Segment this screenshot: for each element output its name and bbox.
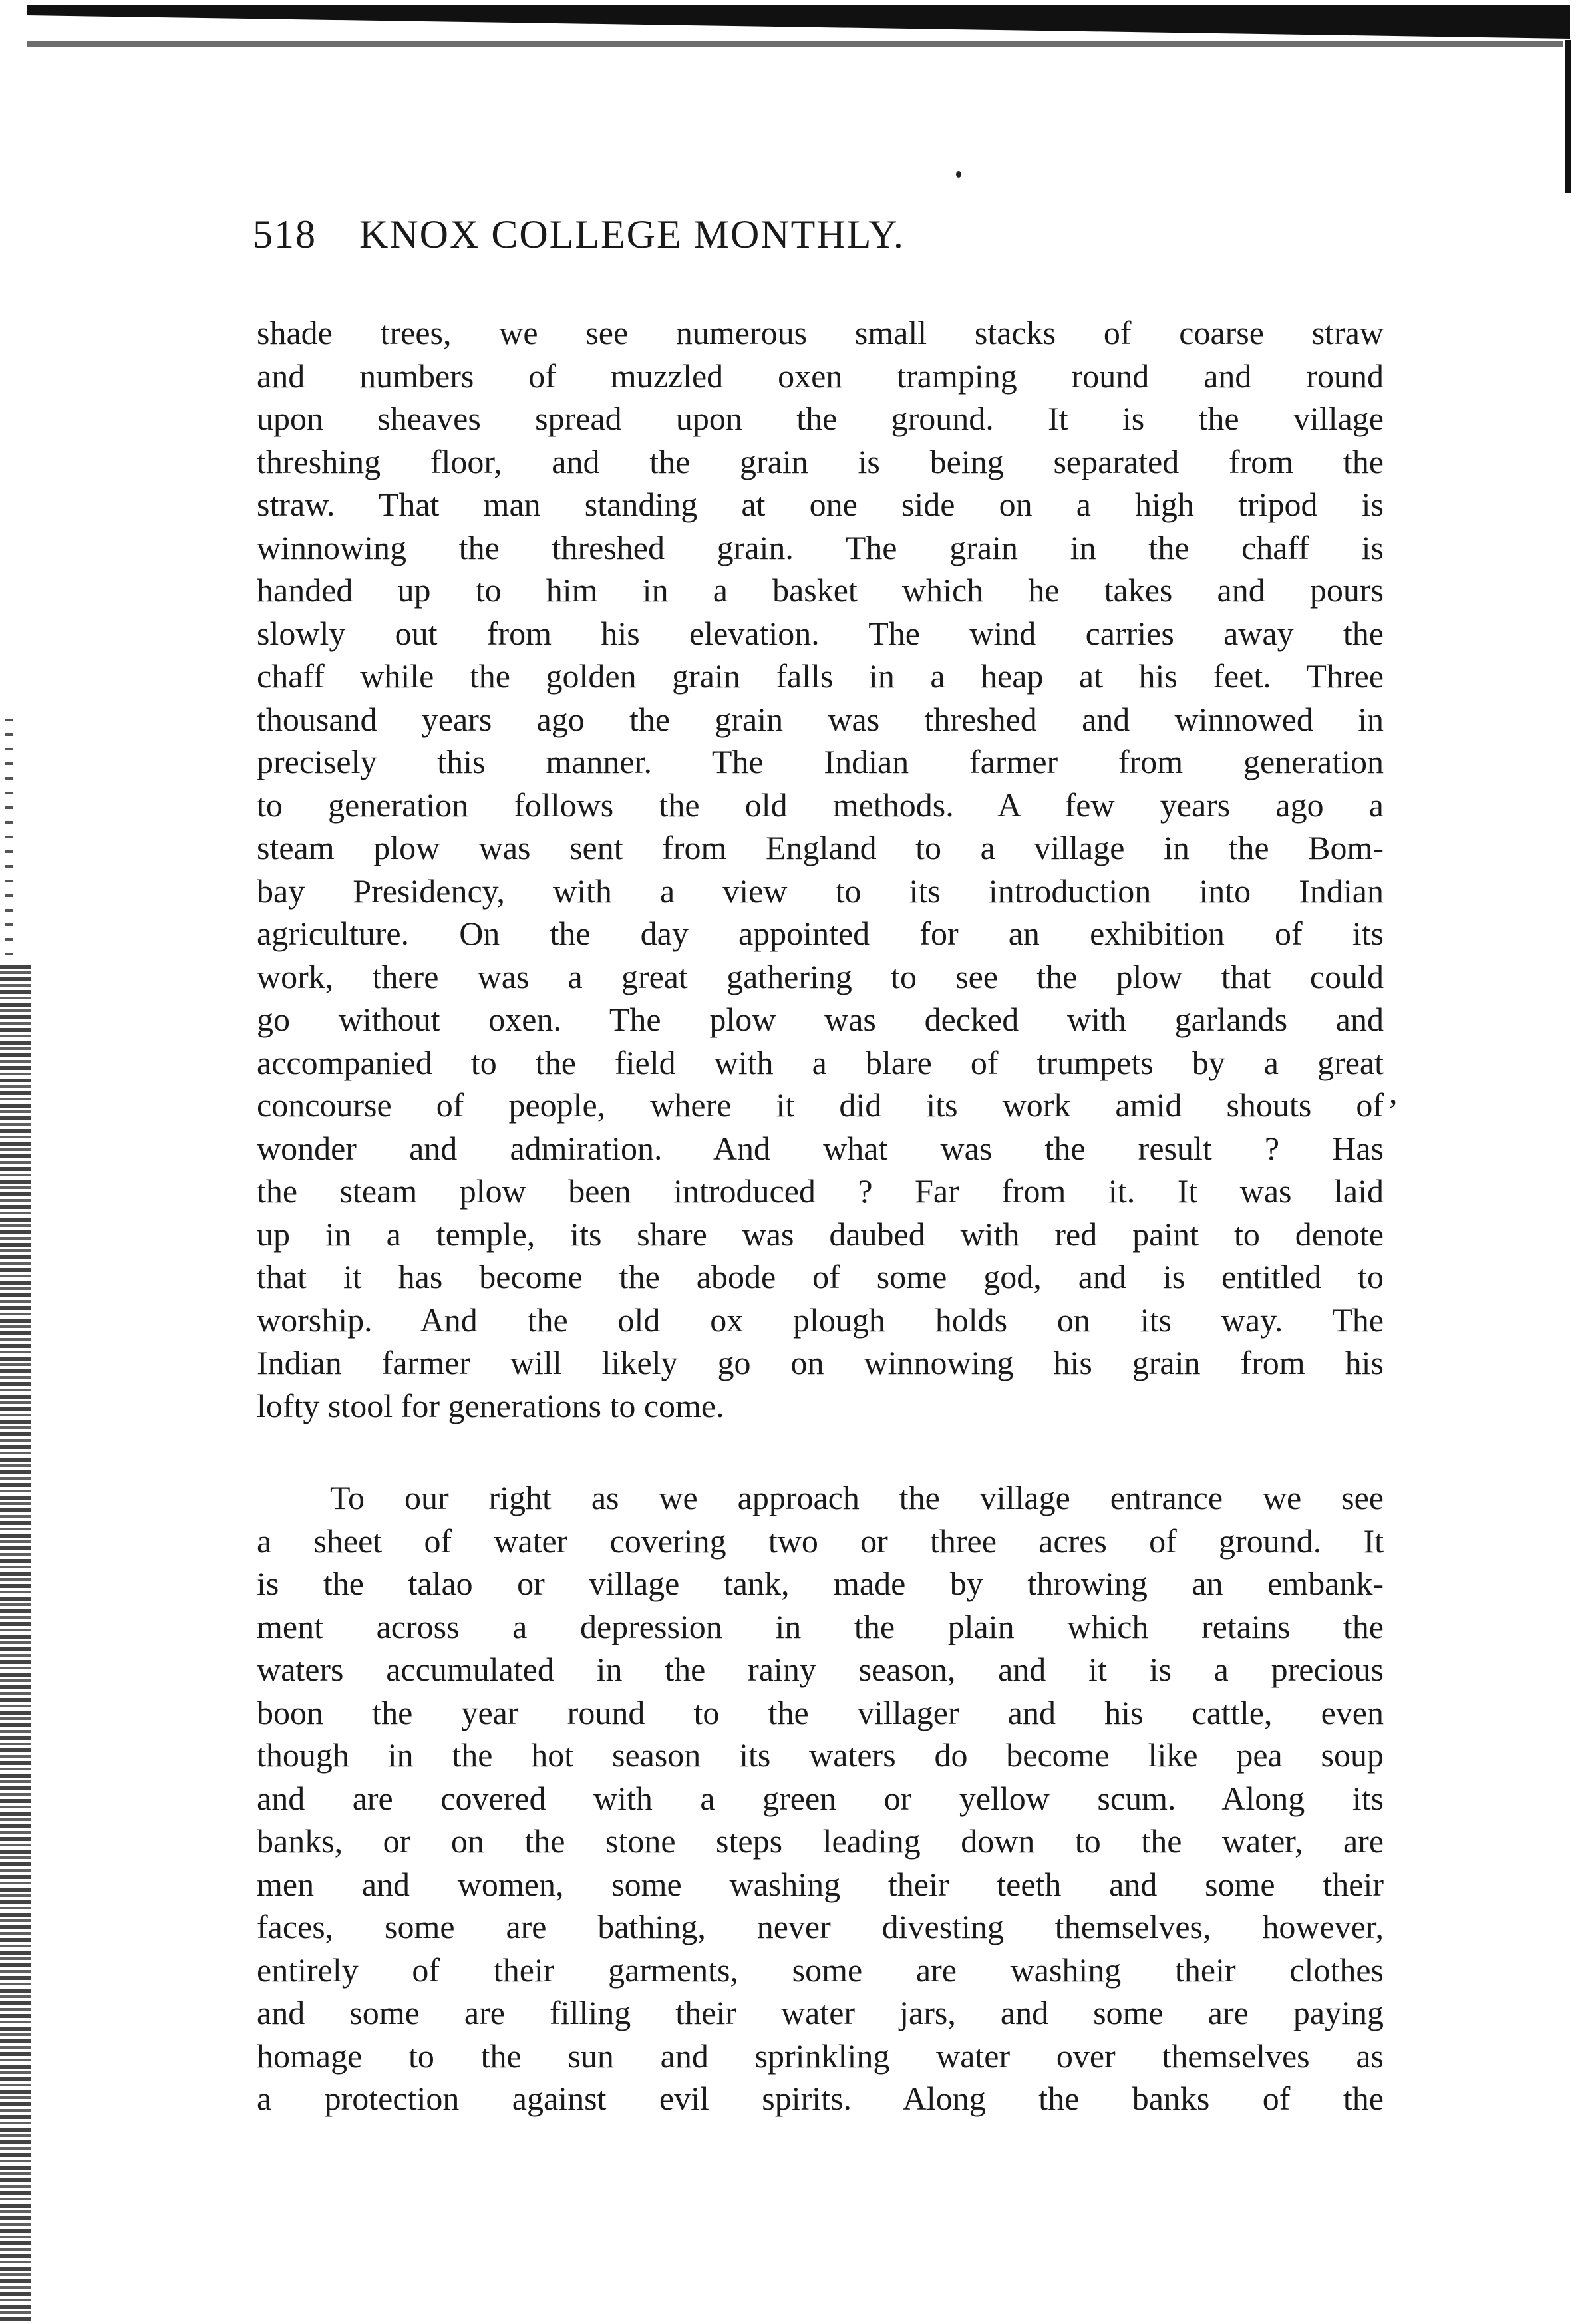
text-line: To our right as we approach the village entrance we see [330, 1479, 1384, 1516]
paragraph-1 [257, 311, 1384, 1427]
text-line: agriculture. On the day appointed for an exhibition of its [257, 915, 1384, 952]
text-line: a protection against evil spirits. Along the banks of the [257, 2080, 1384, 2117]
text-line: and numbers of muzzled oxen tramping round and round [257, 357, 1384, 395]
text-line: homage to the sun and sprinkling water over themselves as [257, 2037, 1384, 2075]
text-line: handed up to him in a basket which he takes and pours [257, 572, 1384, 609]
text-line: steam plow was sent from England to a village in the Bom- [257, 829, 1384, 866]
text-line: chaff while the golden grain falls in a heap at his feet. Three [257, 657, 1384, 695]
text-line: ment across a depression in the plain which retains the [257, 1607, 1384, 1645]
text-line: banks, or on the stone steps leading down to the water, are [257, 1822, 1384, 1860]
binding-edge [0, 965, 31, 2324]
running-head: KNOX COLLEGE MONTHLY. [359, 212, 905, 256]
margin-mark: , [1389, 1073, 1398, 1110]
top-scan-rule [27, 5, 1570, 39]
text-line: straw. That man standing at one side on a high tripod is [257, 486, 1384, 523]
text-line: boon the year round to the villager and his cattle, even [257, 1693, 1384, 1731]
text-line: worship. And the old ox plough holds on its way. The [257, 1301, 1384, 1339]
page-header [253, 212, 1397, 271]
text-line: work, there was a great gathering to see the plow that could [257, 957, 1384, 995]
paragraph-2 [257, 1476, 1384, 2120]
text-line: to generation follows the old methods. A few years ago a [257, 786, 1384, 824]
text-line: and some are filling their water jars, and some are paying [257, 1994, 1384, 2031]
text-line: men and women, some washing their teeth and some their [257, 1865, 1384, 1903]
text-line: thousand years ago the grain was threshed and winnowed in [257, 700, 1384, 738]
text-line: the steam plow been introduced ? Far from it. It was laid [257, 1172, 1384, 1210]
text-line: Indian farmer will likely go on winnowing his grain from his [257, 1344, 1384, 1381]
text-line: shade trees, we see numerous small stacks of coarse straw [257, 314, 1384, 351]
text-line: lofty stool for generations to come. [257, 1387, 724, 1424]
text-line: concourse of people, where it did its work amid shouts of [257, 1086, 1384, 1124]
text-line: accompanied to the field with a blare of trumpets by a great [257, 1043, 1384, 1081]
text-line: go without oxen. The plow was decked with garlands and [257, 1001, 1384, 1038]
text-line: waters accumulated in the rainy season, and it is a precious [257, 1651, 1384, 1688]
text-line: and are covered with a green or yellow scum. Along its [257, 1779, 1384, 1817]
text-line: up in a temple, its share was daubed with red paint to denote [257, 1215, 1384, 1253]
text-line: winnowing the threshed grain. The grain in the chaff is [257, 528, 1384, 566]
top-scan-rule-shadow [27, 41, 1563, 47]
text-line: that it has become the abode of some god, and is entitled to [257, 1258, 1384, 1295]
text-line: though in the hot season its waters do become like pea soup [257, 1737, 1384, 1774]
text-line: wonder and admiration. And what was the result ? Has [257, 1129, 1384, 1167]
binding-edge-marks [5, 719, 13, 965]
text-line: a sheet of water covering two or three acres of ground. It [257, 1522, 1384, 1560]
text-line: entirely of their garments, some are washing their clothes [257, 1951, 1384, 1989]
text-line: upon sheaves spread upon the ground. It is the village [257, 400, 1384, 437]
text-line: is the talao or village tank, made by throwing an embank- [257, 1565, 1384, 1602]
text-line: bay Presidency, with a view to its introduction into Indian [257, 872, 1384, 910]
ink-dot [956, 171, 961, 178]
text-line: faces, some are bathing, never divesting themselves, however, [257, 1908, 1384, 1945]
page-number: 518 [253, 212, 317, 256]
text-line: slowly out from his elevation. The wind carries away the [257, 614, 1384, 652]
right-page-edge [1565, 40, 1571, 193]
text-line: threshing floor, and the grain is being separated from the [257, 442, 1384, 480]
text-line: precisely this manner. The Indian farmer from generation [257, 743, 1384, 780]
